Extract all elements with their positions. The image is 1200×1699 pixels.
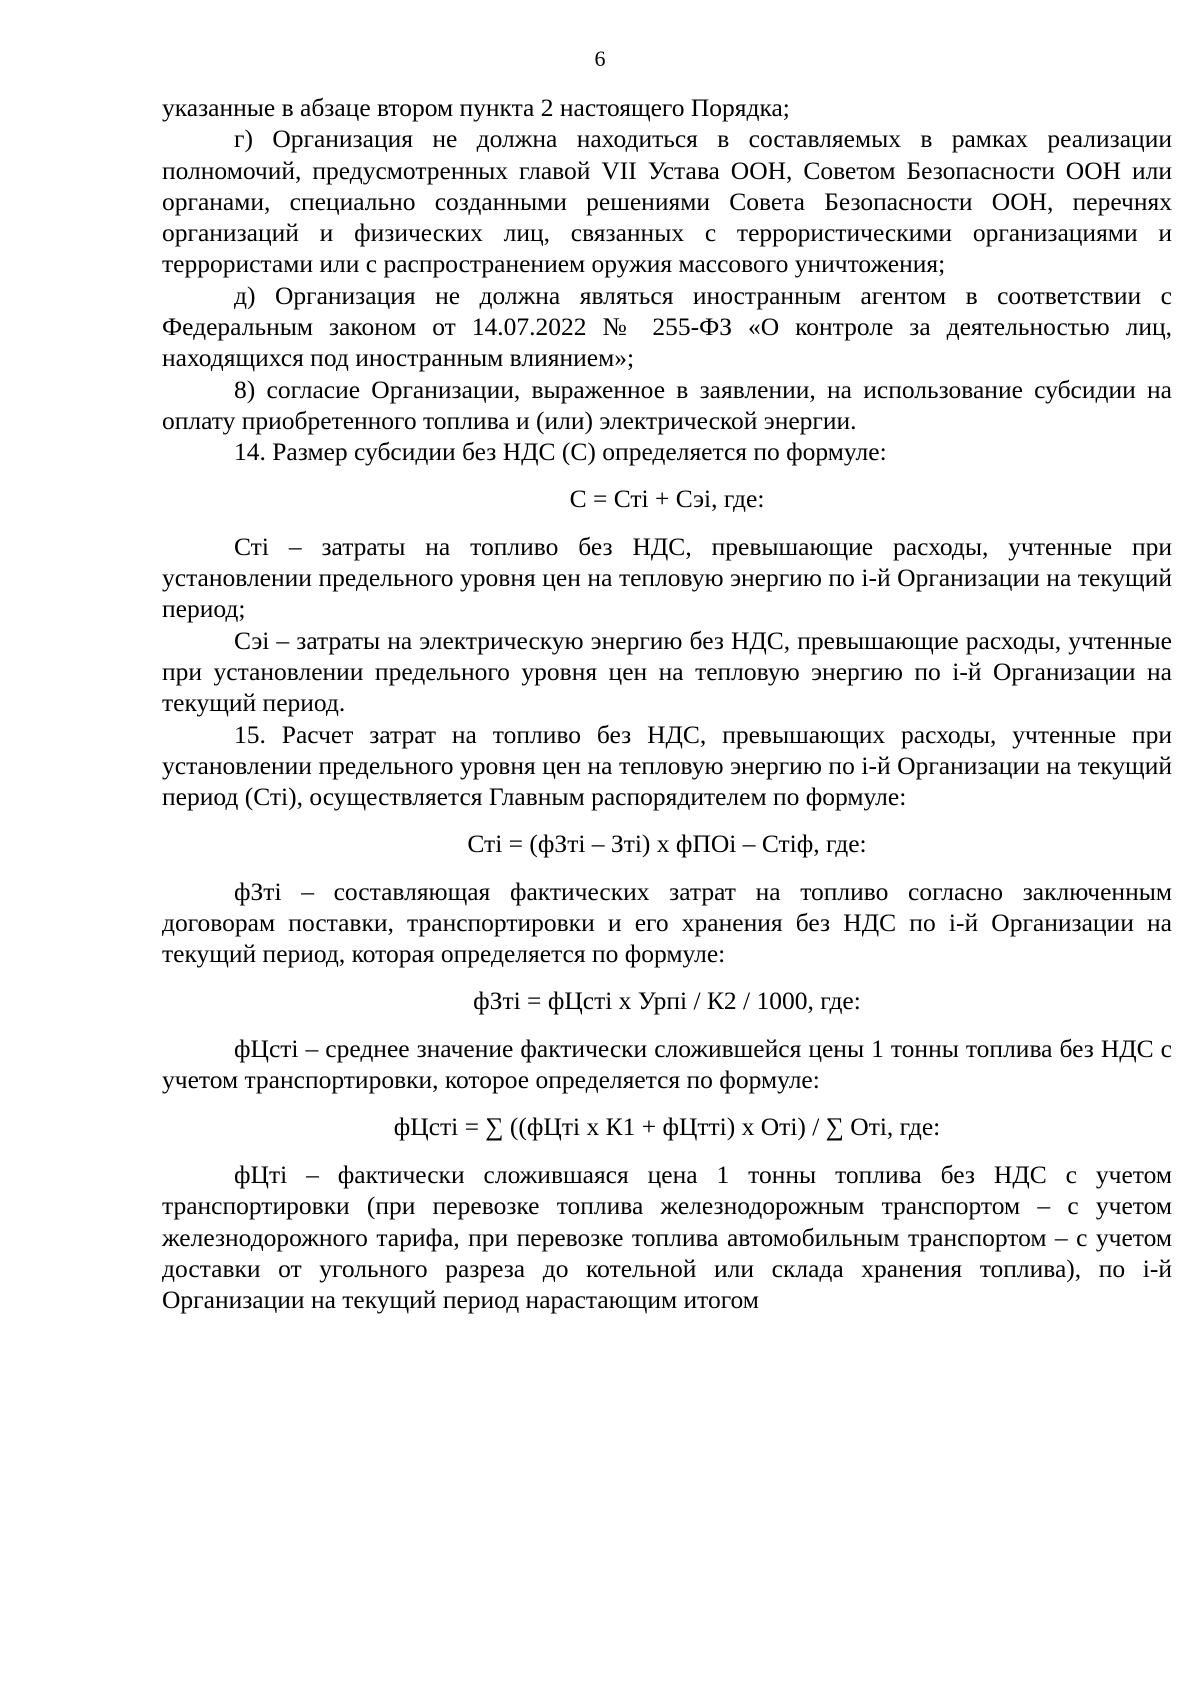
formula: Стi = (фЗтi – Зтi) х фПОi – Стiф, где:: [467, 828, 867, 858]
paragraph: фЦтi – фактически сложившаяся цена 1 тонны топлива без НДС с учетом транспортировки (при перевозке топлива железнодорожным транспортом – с учетом железнодорожного тарифа, при перевозке топлива автомобильным транспортом – с учетом доставки от угольного разреза до котельной или склада хранения топлива), по i-й Организации на текущий период нарастающим итогом: [162, 1159, 1172, 1315]
paragraph: Стi – затраты на топливо без НДС, превышающие расходы, учтенные при установлении предельного уровня цен на тепловую энергию по i-й Организации на текущий период;: [162, 531, 1172, 624]
paragraph: Сэi – затраты на электрическую энергию без НДС, превышающие расходы, учтенные при установлении предельного уровня цен на тепловую энергию по i-й Организации на текущий период.: [162, 625, 1172, 718]
page-number: 6: [594, 46, 606, 71]
formula: фЦстi = ∑ ((фЦтi х К1 + фЦттi) х Отi) / ∑ Отi, где:: [393, 1111, 941, 1141]
paragraph: фЗтi – составляющая фактических затрат на топливо согласно заключенным договорам поставки, транспортировки и его хранения без НДС по i-й Организации на текущий период, которая определяется по формуле:: [162, 876, 1172, 969]
paragraph: 14. Размер субсидии без НДС (С) определяется по формуле:: [234, 437, 887, 467]
document-body: [162, 92, 1172, 1315]
formula: С = Стi + Сэi, где:: [569, 483, 765, 513]
paragraph: 15. Расчет затрат на топливо без НДС, превышающих расходы, учтенные при установлении предельного уровня цен на тепловую энергию по i-й Организации на текущий период (Стi), осуществляется Главным распорядителем по формуле:: [162, 719, 1172, 812]
formula: фЗтi = фЦстi х Урпi / К2 / 1000, где:: [473, 985, 861, 1015]
paragraph: фЦстi – среднее значение фактически сложившейся цены 1 тонны топлива без НДС с учетом транспортировки, которое определяется по формуле:: [162, 1034, 1172, 1095]
paragraph: указанные в абзаце втором пункта 2 настоящего Порядка;: [162, 93, 790, 122]
paragraph: г) Организация не должна находиться в составляемых в рамках реализации полномочий, предусмотренных главой VII Устава ООН, Советом Безопасности ООН или органами, специально созданными решениями Совета Безопасности ООН, перечнях организаций и физических лиц, связанных с террористическими организациями и террористами или с распространением оружия массового уничтожения;: [162, 124, 1172, 279]
paragraph: 8) согласие Организации, выраженное в заявлении, на использование субсидии на оплату приобретенного топлива и (или) электрической энергии.: [162, 374, 1172, 435]
paragraph: д) Организация не должна являться иностранным агентом в соответствии с Федеральным законом от 14.07.2022 № 255-ФЗ «О контроле за деятельностью лиц, находящихся под иностранным влиянием»;: [162, 280, 1172, 373]
